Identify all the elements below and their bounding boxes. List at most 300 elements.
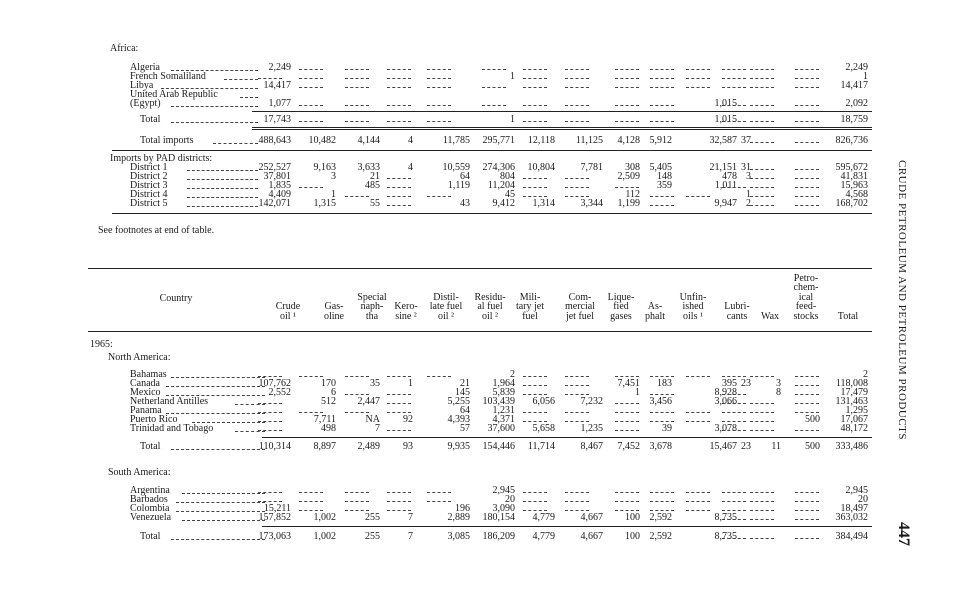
table-cell: 2 bbox=[863, 369, 868, 380]
empty-cell-dash bbox=[686, 376, 710, 377]
header-top-rule bbox=[88, 268, 872, 269]
table-cell: 3,085 bbox=[447, 531, 470, 542]
empty-cell-dash bbox=[615, 376, 639, 377]
empty-cell-dash bbox=[565, 376, 589, 377]
table-cell: 308 bbox=[625, 162, 640, 173]
empty-cell-dash bbox=[345, 196, 369, 197]
empty-cell-dash bbox=[650, 412, 674, 413]
empty-cell-dash bbox=[722, 421, 746, 422]
leader-dots bbox=[240, 97, 258, 98]
table-cell: 5,912 bbox=[649, 135, 672, 146]
country-label: Trinidad and Tobago bbox=[130, 423, 214, 434]
table-cell: 500 bbox=[805, 414, 820, 425]
pad-heading: Imports by PAD districts: bbox=[110, 153, 213, 164]
empty-cell-dash bbox=[523, 87, 547, 88]
column-header: tha bbox=[365, 310, 379, 322]
table-bottom-rule bbox=[112, 213, 872, 214]
column-header: Gas- bbox=[324, 301, 344, 312]
table-cell: 6 bbox=[331, 387, 336, 398]
empty-cell-dash bbox=[750, 78, 774, 79]
leader-dots bbox=[182, 493, 265, 494]
empty-cell-dash bbox=[750, 376, 774, 377]
table-cell: 157,852 bbox=[258, 512, 291, 523]
table-cell: 2 bbox=[510, 369, 515, 380]
table-cell: 183 bbox=[657, 378, 672, 389]
table-cell: 20 bbox=[505, 494, 515, 505]
empty-cell-dash bbox=[722, 376, 746, 377]
table-cell: 3,633 bbox=[357, 162, 380, 173]
table-cell: 92 bbox=[403, 414, 413, 425]
country-label: Colombia bbox=[130, 503, 170, 514]
table-cell: 48,172 bbox=[840, 423, 868, 434]
empty-cell-dash bbox=[387, 403, 411, 404]
table-cell: 15,963 bbox=[840, 180, 868, 191]
column-header: late fuel bbox=[429, 301, 463, 312]
table-cell: 23 bbox=[741, 378, 751, 389]
table-cell: 7,452 bbox=[617, 441, 640, 452]
table-cell: 11 bbox=[771, 441, 781, 452]
table-cell: 173,063 bbox=[258, 531, 291, 542]
table-cell: 1,199 bbox=[617, 198, 640, 209]
empty-cell-dash bbox=[750, 501, 774, 502]
empty-cell-dash bbox=[345, 510, 369, 511]
table-cell: 2,509 bbox=[617, 171, 640, 182]
table-cell: 1,119 bbox=[447, 180, 470, 191]
table-cell: 3 bbox=[746, 171, 751, 182]
table-cell: 2,249 bbox=[845, 62, 868, 73]
empty-cell-dash bbox=[750, 510, 774, 511]
country-label: Libya bbox=[130, 80, 154, 91]
column-header: Petro- bbox=[793, 272, 819, 284]
country-label: Panama bbox=[130, 405, 162, 416]
table-cell: 2,592 bbox=[649, 531, 672, 542]
empty-cell-dash bbox=[345, 492, 369, 493]
subtotal-rule bbox=[262, 526, 872, 527]
table-cell: 4,779 bbox=[532, 531, 555, 542]
column-header: Country bbox=[159, 293, 193, 304]
empty-cell-dash bbox=[750, 412, 774, 413]
table-cell: 1 bbox=[510, 114, 515, 125]
table-cell: 485 bbox=[365, 180, 380, 191]
table-cell: 8,897 bbox=[313, 441, 336, 452]
empty-cell-dash bbox=[565, 78, 589, 79]
table-cell: 3,678 bbox=[649, 441, 672, 452]
empty-cell-dash bbox=[482, 87, 506, 88]
table-cell: 32,587 bbox=[709, 135, 737, 146]
section-heading: South America: bbox=[108, 467, 171, 478]
table-cell: 23 bbox=[741, 441, 751, 452]
empty-cell-dash bbox=[523, 78, 547, 79]
table-cell: 100 bbox=[625, 531, 640, 542]
table-cell: 363,032 bbox=[835, 512, 868, 523]
empty-cell-dash bbox=[722, 105, 746, 106]
table-cell: 8,467 bbox=[580, 441, 603, 452]
table-cell: 4,667 bbox=[580, 512, 603, 523]
column-header: chem- bbox=[793, 282, 819, 293]
column-header: Distil- bbox=[433, 291, 459, 303]
table-cell: 5,255 bbox=[447, 396, 470, 407]
empty-cell-dash bbox=[750, 187, 774, 188]
table-cell: 4,371 bbox=[492, 414, 515, 425]
total-rule bbox=[252, 127, 872, 128]
table-cell: 395 bbox=[722, 378, 737, 389]
empty-cell-dash bbox=[565, 69, 589, 70]
column-header: sine ² bbox=[395, 310, 417, 322]
table-cell: 498 bbox=[321, 423, 336, 434]
table-cell: 14,417 bbox=[263, 80, 291, 91]
table-cell: 170 bbox=[321, 378, 336, 389]
empty-cell-dash bbox=[345, 87, 369, 88]
table-cell: 21 bbox=[370, 171, 380, 182]
empty-cell-dash bbox=[615, 78, 639, 79]
table-cell: 112 bbox=[625, 189, 640, 200]
table-cell: 21,151 bbox=[709, 162, 737, 173]
column-header: fied bbox=[613, 301, 629, 312]
empty-cell-dash bbox=[523, 178, 547, 179]
empty-cell-dash bbox=[722, 121, 746, 122]
table-cell: 1,015 bbox=[714, 114, 737, 125]
running-head: CRUDE PETROLEUM AND PETROLEUM PRODUCTS bbox=[896, 160, 908, 440]
empty-cell-dash bbox=[427, 105, 451, 106]
district-label: District 5 bbox=[130, 198, 168, 209]
empty-cell-dash bbox=[299, 510, 323, 511]
table-cell: 6,056 bbox=[532, 396, 555, 407]
empty-cell-dash bbox=[427, 69, 451, 70]
column-header: fuel bbox=[522, 310, 538, 322]
column-header: ished bbox=[682, 301, 704, 312]
empty-cell-dash bbox=[750, 87, 774, 88]
table-cell: 1 bbox=[863, 71, 868, 82]
table-cell: 10,804 bbox=[527, 162, 555, 173]
table-cell: 45 bbox=[505, 189, 515, 200]
table-cell: 142,071 bbox=[258, 198, 291, 209]
table-cell: 1,011 bbox=[714, 180, 737, 191]
empty-cell-dash bbox=[722, 412, 746, 413]
table-cell: 5,658 bbox=[532, 423, 555, 434]
empty-cell-dash bbox=[750, 492, 774, 493]
table-cell: 14,417 bbox=[840, 80, 868, 91]
empty-cell-dash bbox=[722, 187, 746, 188]
table-cell: 11,785 bbox=[442, 135, 470, 146]
column-header: Unfin- bbox=[679, 291, 707, 303]
table-cell: 7 bbox=[408, 512, 413, 523]
table-cell: 31 bbox=[741, 162, 751, 173]
table-cell: 168,702 bbox=[835, 198, 868, 209]
empty-cell-dash bbox=[387, 196, 411, 197]
table-cell: 103,439 bbox=[482, 396, 515, 407]
empty-cell-dash bbox=[523, 69, 547, 70]
table-cell: 252,527 bbox=[258, 162, 291, 173]
empty-cell-dash bbox=[722, 510, 746, 511]
table-cell: 595,672 bbox=[835, 162, 868, 173]
table-cell: 118,008 bbox=[835, 378, 868, 389]
empty-cell-dash bbox=[299, 492, 323, 493]
empty-cell-dash bbox=[722, 87, 746, 88]
leader-dots bbox=[235, 431, 265, 432]
table-cell: 8,735 bbox=[714, 512, 737, 523]
empty-cell-dash bbox=[686, 501, 710, 502]
column-header: jet fuel bbox=[565, 310, 595, 322]
table-cell: 2,945 bbox=[845, 485, 868, 496]
empty-cell-dash bbox=[387, 121, 411, 122]
empty-cell-dash bbox=[258, 376, 282, 377]
empty-cell-dash bbox=[523, 196, 547, 197]
empty-cell-dash bbox=[523, 121, 547, 122]
table-cell: 512 bbox=[321, 396, 336, 407]
column-header: al fuel bbox=[477, 301, 503, 312]
empty-cell-dash bbox=[565, 492, 589, 493]
empty-cell-dash bbox=[258, 78, 282, 79]
table-cell: 17,067 bbox=[840, 414, 868, 425]
empty-cell-dash bbox=[427, 376, 451, 377]
table-cell: 5,839 bbox=[492, 387, 515, 398]
table-cell: 186,209 bbox=[482, 531, 515, 542]
empty-cell-dash bbox=[750, 142, 774, 143]
table-cell: 21 bbox=[460, 378, 470, 389]
section-heading: North America: bbox=[108, 352, 171, 363]
total-imports-label: Total imports bbox=[140, 135, 194, 146]
empty-cell-dash bbox=[523, 187, 547, 188]
empty-cell-dash bbox=[650, 501, 674, 502]
table-cell: 2,447 bbox=[357, 396, 380, 407]
empty-cell-dash bbox=[650, 78, 674, 79]
table-cell: 1 bbox=[331, 189, 336, 200]
empty-cell-dash bbox=[750, 403, 774, 404]
table-cell: 8,928 bbox=[714, 387, 737, 398]
empty-cell-dash bbox=[523, 492, 547, 493]
table-cell: 1,295 bbox=[845, 405, 868, 416]
column-header: gases bbox=[610, 310, 632, 322]
district-label: District 4 bbox=[130, 189, 168, 200]
empty-cell-dash bbox=[299, 69, 323, 70]
empty-cell-dash bbox=[650, 421, 674, 422]
empty-cell-dash bbox=[686, 492, 710, 493]
empty-cell-dash bbox=[387, 492, 411, 493]
empty-cell-dash bbox=[565, 187, 589, 188]
country-label: Venezuela bbox=[130, 512, 172, 523]
empty-cell-dash bbox=[482, 69, 506, 70]
table-cell: 20 bbox=[858, 494, 868, 505]
empty-cell-dash bbox=[523, 394, 547, 395]
table-cell: 154,446 bbox=[482, 441, 515, 452]
empty-cell-dash bbox=[615, 121, 639, 122]
empty-cell-dash bbox=[523, 510, 547, 511]
table-cell: 9,935 bbox=[447, 441, 470, 452]
table-cell: 2,552 bbox=[268, 387, 291, 398]
empty-cell-dash bbox=[387, 510, 411, 511]
table-cell: 1,002 bbox=[313, 512, 336, 523]
table-cell: 9,412 bbox=[492, 198, 515, 209]
empty-cell-dash bbox=[650, 205, 674, 206]
empty-cell-dash bbox=[427, 196, 451, 197]
table-cell: 15,211 bbox=[263, 503, 291, 514]
empty-cell-dash bbox=[722, 519, 746, 520]
table-cell: 295,771 bbox=[482, 135, 515, 146]
total-label: Total bbox=[140, 441, 161, 452]
empty-cell-dash bbox=[427, 121, 451, 122]
empty-cell-dash bbox=[523, 376, 547, 377]
table-cell: 8 bbox=[776, 387, 781, 398]
table-cell: 7,711 bbox=[313, 414, 336, 425]
column-header: oil ¹ bbox=[279, 310, 297, 322]
column-header: Mili- bbox=[519, 291, 541, 303]
table-cell: 107,762 bbox=[258, 378, 291, 389]
empty-cell-dash bbox=[299, 376, 323, 377]
table-cell: 2,945 bbox=[492, 485, 515, 496]
column-header: Wax bbox=[760, 310, 780, 322]
empty-cell-dash bbox=[750, 205, 774, 206]
table-cell: 1,002 bbox=[313, 531, 336, 542]
table-cell: 55 bbox=[370, 198, 380, 209]
empty-cell-dash bbox=[686, 87, 710, 88]
table-cell: 8,735 bbox=[714, 531, 737, 542]
table-cell: 1,964 bbox=[492, 378, 515, 389]
column-header: Lique- bbox=[607, 291, 635, 303]
table-cell: 18,497 bbox=[840, 503, 868, 514]
empty-cell-dash bbox=[650, 492, 674, 493]
empty-cell-dash bbox=[565, 412, 589, 413]
empty-cell-dash bbox=[427, 87, 451, 88]
table-cell: 1,314 bbox=[532, 198, 555, 209]
table-cell: 255 bbox=[365, 512, 380, 523]
page-number: 447 bbox=[895, 522, 912, 546]
empty-cell-dash bbox=[523, 105, 547, 106]
table-cell: 4,409 bbox=[268, 189, 291, 200]
table-cell: 7 bbox=[408, 531, 413, 542]
column-header: Residu- bbox=[474, 291, 506, 303]
country-label: Barbados bbox=[130, 494, 168, 505]
table-cell: 500 bbox=[805, 441, 820, 452]
table-cell: 1,015 bbox=[714, 98, 737, 109]
table-cell: 37,801 bbox=[263, 171, 291, 182]
empty-cell-dash bbox=[299, 501, 323, 502]
empty-cell-dash bbox=[615, 69, 639, 70]
table-cell: 4,779 bbox=[532, 512, 555, 523]
empty-cell-dash bbox=[615, 412, 639, 413]
empty-cell-dash bbox=[345, 105, 369, 106]
table-cell: 110,314 bbox=[258, 441, 291, 452]
empty-cell-dash bbox=[750, 69, 774, 70]
table-cell: 43 bbox=[460, 198, 470, 209]
empty-cell-dash bbox=[258, 492, 282, 493]
table-cell: 9,163 bbox=[313, 162, 336, 173]
empty-cell-dash bbox=[345, 121, 369, 122]
empty-cell-dash bbox=[650, 376, 674, 377]
total-label: Total bbox=[140, 531, 161, 542]
table-cell: 1,077 bbox=[268, 98, 291, 109]
table-cell: 18,759 bbox=[840, 114, 868, 125]
column-header: oil ² bbox=[437, 310, 455, 322]
empty-cell-dash bbox=[750, 196, 774, 197]
table-cell: 384,494 bbox=[835, 531, 868, 542]
empty-cell-dash bbox=[615, 421, 639, 422]
empty-cell-dash bbox=[523, 501, 547, 502]
table-cell: 7,232 bbox=[580, 396, 603, 407]
table-cell: 11,204 bbox=[487, 180, 515, 191]
empty-cell-dash bbox=[650, 196, 674, 197]
empty-cell-dash bbox=[615, 87, 639, 88]
column-header: oil ² bbox=[481, 310, 499, 322]
table-cell: 4 bbox=[408, 162, 413, 173]
footnote-reference: See footnotes at end of table. bbox=[98, 225, 215, 236]
empty-cell-dash bbox=[650, 69, 674, 70]
empty-cell-dash bbox=[722, 538, 746, 539]
empty-cell-dash bbox=[650, 510, 674, 511]
country-label: French Somaliland bbox=[130, 71, 206, 82]
column-header: ical bbox=[798, 291, 814, 303]
table-cell: 1 bbox=[408, 378, 413, 389]
leader-dots bbox=[176, 502, 265, 503]
table-cell: 359 bbox=[657, 180, 672, 191]
empty-cell-dash bbox=[387, 205, 411, 206]
column-header: tary jet bbox=[515, 301, 545, 312]
column-header: Crude bbox=[275, 301, 301, 312]
empty-cell-dash bbox=[523, 421, 547, 422]
country-label: Puerto Rico bbox=[130, 414, 178, 425]
table-cell: 10,559 bbox=[442, 162, 470, 173]
table-cell: 148 bbox=[657, 171, 672, 182]
table-cell: 64 bbox=[460, 405, 470, 416]
table-cell: 804 bbox=[500, 171, 515, 182]
table-cell: 37,600 bbox=[487, 423, 515, 434]
table-cell: 2,592 bbox=[649, 512, 672, 523]
empty-cell-dash bbox=[750, 430, 774, 431]
year-heading: 1965: bbox=[90, 339, 113, 350]
empty-cell-dash bbox=[686, 69, 710, 70]
column-header: Com- bbox=[568, 291, 592, 303]
table-cell: 5,405 bbox=[649, 162, 672, 173]
empty-cell-dash bbox=[650, 105, 674, 106]
empty-cell-dash bbox=[615, 501, 639, 502]
table-cell: 57 bbox=[460, 423, 470, 434]
table-cell: 11,714 bbox=[527, 441, 555, 452]
empty-cell-dash bbox=[722, 492, 746, 493]
subtotal-rule bbox=[252, 111, 872, 112]
table-cell: 37 bbox=[741, 135, 751, 146]
leader-dots bbox=[166, 413, 265, 414]
country-label: Canada bbox=[130, 378, 160, 389]
table-cell: 7,451 bbox=[617, 378, 640, 389]
table-cell: 12,118 bbox=[527, 135, 555, 146]
subtotal-rule bbox=[262, 437, 872, 438]
empty-cell-dash bbox=[565, 501, 589, 502]
empty-cell-dash bbox=[299, 121, 323, 122]
empty-cell-dash bbox=[722, 403, 746, 404]
column-header: Kero- bbox=[394, 301, 418, 312]
district-label: District 1 bbox=[130, 162, 168, 173]
empty-cell-dash bbox=[427, 492, 451, 493]
empty-cell-dash bbox=[565, 421, 589, 422]
empty-cell-dash bbox=[299, 105, 323, 106]
empty-cell-dash bbox=[387, 178, 411, 179]
table-cell: 1,235 bbox=[580, 423, 603, 434]
empty-cell-dash bbox=[615, 105, 639, 106]
country-label: Bahamas bbox=[130, 369, 167, 380]
table-cell: 39 bbox=[662, 423, 672, 434]
empty-cell-dash bbox=[615, 492, 639, 493]
empty-cell-dash bbox=[686, 421, 710, 422]
table-cell: 145 bbox=[455, 387, 470, 398]
table-cell: 180,154 bbox=[482, 512, 515, 523]
empty-cell-dash bbox=[387, 187, 411, 188]
empty-cell-dash bbox=[722, 69, 746, 70]
district-label: District 2 bbox=[130, 171, 168, 182]
empty-cell-dash bbox=[565, 121, 589, 122]
empty-cell-dash bbox=[523, 412, 547, 413]
empty-cell-dash bbox=[565, 87, 589, 88]
table-cell: 2 bbox=[746, 198, 751, 209]
empty-cell-dash bbox=[686, 510, 710, 511]
